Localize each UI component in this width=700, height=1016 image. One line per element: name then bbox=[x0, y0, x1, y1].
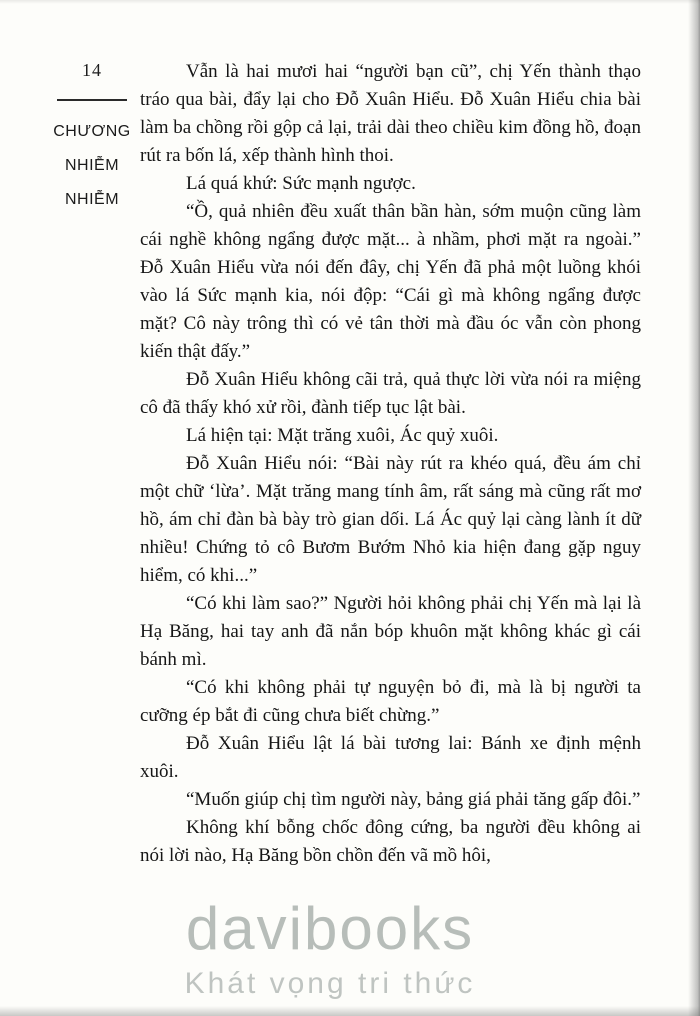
publisher-watermark bbox=[0, 895, 660, 1000]
paragraph: Vẫn là hai mươi hai “người bạn cũ”, chị Yến thành thạo tráo qua bài, đẩy lại cho Đỗ Xuân Hiểu. Đỗ Xuân Hiểu chia bài làm ba chồng rồi gộp cả lại, trải dài theo chiều kim đồng hồ, đoạn rút ra bốn lá, xếp thành hình thoi. bbox=[140, 61, 641, 166]
scan-edge-right bbox=[688, 0, 700, 1016]
body-text-column bbox=[140, 58, 641, 870]
paragraph: Đỗ Xuân Hiểu nói: “Bài này rút ra khéo quá, đều ám chỉ một chữ ‘lừa’. Mặt trăng mang tính âm, rất sáng mà cũng rất mơ hồ, ám chỉ đàn bà bày trò gian dối. Lá Ác quỷ lại càng lành ít dữ nhiều! Chứng tỏ cô Bươm Bướm Nhỏ kia hiện đang gặp nguy hiểm, có khi...” bbox=[140, 453, 641, 586]
paragraph: Lá hiện tại: Mặt trăng xuôi, Ác quỷ xuôi. bbox=[186, 425, 499, 446]
paragraph: “Có khi làm sao?” Người hỏi không phải chị Yến mà lại là Hạ Băng, hai tay anh đã nắn bóp khuôn mặt không khác gì cái bánh mì. bbox=[140, 593, 641, 670]
scan-edge-bottom bbox=[0, 1006, 700, 1016]
paragraph: Đỗ Xuân Hiểu không cãi trả, quả thực lời vừa nói ra miệng cô đã thấy khó xử rồi, đành tiếp tục lật bài. bbox=[140, 369, 641, 418]
paragraph: “Muốn giúp chị tìm người này, bảng giá phải tăng gấp đôi.” bbox=[186, 789, 641, 810]
chapter-label-line-2: NHIỄM bbox=[64, 156, 120, 174]
chapter-divider bbox=[57, 99, 127, 101]
scan-edge-top bbox=[0, 0, 700, 4]
margin-column bbox=[48, 60, 136, 217]
paragraph: Lá quá khứ: Sức mạnh ngược. bbox=[186, 173, 416, 194]
chapter-label-line-3: NHIỄM bbox=[64, 190, 120, 208]
paragraph: “Có khi không phải tự nguyện bỏ đi, mà là bị người ta cưỡng ép bắt đi cũng chưa biết chừng.” bbox=[140, 677, 641, 726]
chapter-label-line-1: CHƯƠNG bbox=[53, 122, 131, 140]
paragraph: Không khí bỗng chốc đông cứng, ba người đều không ai nói lời nào, Hạ Băng bồn chồn đến vã mồ hôi, bbox=[140, 817, 641, 866]
paragraph: Đỗ Xuân Hiểu lật lá bài tương lai: Bánh xe định mệnh xuôi. bbox=[140, 733, 641, 782]
paragraph: “Ồ, quả nhiên đều xuất thân bần hàn, sớm muộn cũng làm cái nghề không ngẩng được mặt... à nhầm, phơi mặt ra ngoài.” Đỗ Xuân Hiểu vừa nói đến đây, chị Yến đã phả một luồng khói vào lá Sức mạnh kia, nói độp: “Cái gì mà không ngẩng được mặt? Cô này trông thì có vẻ tân thời mà đầu óc vẫn còn phong kiến thật đấy.” bbox=[140, 201, 641, 362]
watermark-slogan: Khát vọng tri thức bbox=[184, 967, 476, 1000]
watermark-brand: davibooks bbox=[185, 895, 475, 962]
page-number: 14 bbox=[82, 60, 102, 80]
